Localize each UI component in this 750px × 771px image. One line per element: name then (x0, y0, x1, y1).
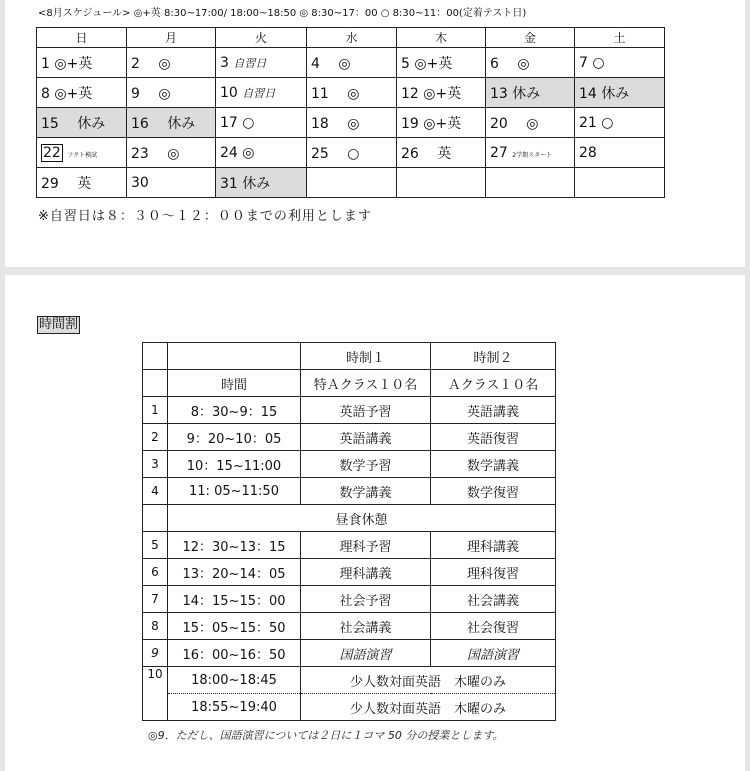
weekday-header: 木 (397, 28, 486, 48)
calendar-day-cell (486, 138, 575, 168)
day-status: ◎ (512, 115, 539, 132)
day-number: 18 (311, 115, 329, 132)
day-status: ◎ (333, 85, 360, 102)
day-status: 休み (512, 85, 541, 102)
weekday-header: 金 (486, 28, 575, 48)
period-number: 4 (143, 478, 168, 505)
time-header: 時間 (168, 370, 301, 397)
day-status: ◎+英 (423, 115, 462, 132)
system2-subject: 理科講義 (431, 532, 556, 559)
day-status: 英 (423, 145, 452, 162)
timetable-page (5, 275, 745, 771)
day-status: ◎ (503, 55, 530, 72)
calendar-day-cell (37, 78, 127, 108)
period-time: 16：00~16：50 (168, 640, 301, 667)
timetable-row (143, 397, 556, 424)
timetable-row-10a (143, 667, 556, 694)
timetable-row (143, 451, 556, 478)
period-time: 18:00~18:45 (168, 667, 301, 694)
system2-subject: 国語演習 (431, 640, 556, 667)
system2-subject: 数学復習 (431, 478, 556, 505)
day-status: ○ (242, 114, 255, 131)
self-study-note: ※自習日は８：３０～１２：００までの利用とします (38, 209, 372, 224)
day-number: 3 (220, 54, 229, 71)
day-number: 26 (401, 145, 419, 162)
calendar-day-cell (37, 168, 127, 198)
calendar-day-cell (127, 108, 216, 138)
day-status: ◎+英 (414, 55, 453, 72)
timetable-row (143, 424, 556, 451)
calendar-day-cell (575, 48, 665, 78)
day-status: 2学期スタート (512, 151, 553, 159)
day-number: 11 (311, 85, 329, 102)
system2-subject: 社会復習 (431, 613, 556, 640)
day-number: 30 (131, 174, 149, 191)
day-number: 7 (579, 54, 588, 71)
day-number: 29 (41, 175, 59, 192)
day-status: 休み (153, 115, 196, 132)
timetable-class-row (143, 370, 556, 397)
calendar-day-cell (307, 138, 397, 168)
class2-header: Ａクラス１０名 (431, 370, 556, 397)
period-time: 14：15~15：00 (168, 586, 301, 613)
period-number: 2 (143, 424, 168, 451)
day-number: 16 (131, 115, 149, 132)
period-time: 11: 05~11:50 (168, 478, 301, 505)
system1-subject: 理科講義 (301, 559, 431, 586)
calendar-day-cell (486, 108, 575, 138)
calendar-day-cell (397, 168, 486, 198)
timetable-row-10b (143, 694, 556, 721)
period-number: 10 (143, 667, 168, 721)
timetable-footnote: ◎9．ただし、国語演習については２日に１コマ 50 分の授業とします。 (148, 729, 504, 742)
calendar-day-cell (307, 108, 397, 138)
day-status: 英 (63, 175, 92, 192)
calendar-day-cell (307, 48, 397, 78)
day-status: ◎ (144, 55, 171, 72)
system1-header: 時制１ (301, 343, 431, 370)
day-status: ◎ (324, 55, 351, 72)
system1-subject: 理科予習 (301, 532, 431, 559)
system2-subject: 英語復習 (431, 424, 556, 451)
lunch-number-cell (143, 505, 168, 532)
system2-subject: 社会講義 (431, 586, 556, 613)
period-time: 8：30~9：15 (168, 397, 301, 424)
calendar-day-cell (397, 78, 486, 108)
day-number: 25 (311, 145, 329, 162)
calendar-day-cell (37, 108, 127, 138)
weekday-header: 水 (307, 28, 397, 48)
day-number: 12 (401, 85, 419, 102)
timetable-row (143, 532, 556, 559)
day-number: 14 (579, 85, 597, 102)
weekday-header: 土 (575, 28, 665, 48)
calendar-day-cell (216, 168, 307, 198)
calendar-day-cell (486, 78, 575, 108)
day-status: ◎+英 (54, 55, 93, 72)
period-time: 13：20~14：05 (168, 559, 301, 586)
day-number: 8 (41, 85, 50, 102)
period-number: 6 (143, 559, 168, 586)
calendar-day-cell (397, 138, 486, 168)
day-status: ○ (592, 54, 605, 71)
calendar-week-row (37, 168, 665, 198)
calendar-day-cell (307, 78, 397, 108)
calendar-week-row (37, 48, 665, 78)
period-time: 9：20~10：05 (168, 424, 301, 451)
weekday-header: 火 (216, 28, 307, 48)
day-number: 6 (490, 55, 499, 72)
calendar-day-cell (216, 138, 307, 168)
calendar-day-cell (575, 138, 665, 168)
schedule-legend: <8月スケジュール> ◎+英 8:30~17:00/ 18:00~18:50 ◎ 8:30~17：00 ○ 8:30~11：00(定着テスト日) (38, 8, 527, 19)
day-number: 5 (401, 55, 410, 72)
period-time: 12：30~13：15 (168, 532, 301, 559)
day-status: ◎ (242, 144, 255, 161)
calendar-day-cell (397, 48, 486, 78)
day-number: 27 (490, 144, 508, 161)
period-time: 15：05~15：50 (168, 613, 301, 640)
timetable-row (143, 478, 556, 505)
timetable-label: 時間割 (39, 317, 79, 332)
calendar-day-cell (575, 78, 665, 108)
calendar-day-cell (216, 48, 307, 78)
day-status: ◎+英 (54, 85, 93, 102)
system1-subject: 数学講義 (301, 478, 431, 505)
system1-subject: 英語講義 (301, 424, 431, 451)
day-number: 17 (220, 114, 238, 131)
day-number: 28 (579, 144, 597, 161)
timetable-system-row (143, 343, 556, 370)
calendar-week-row (37, 138, 665, 168)
lunch-break-row (143, 505, 556, 532)
timetable (142, 342, 556, 721)
day-number: 4 (311, 55, 320, 72)
system1-subject: 国語演習 (301, 640, 431, 667)
calendar-day-cell (397, 108, 486, 138)
day-number: 15 (41, 115, 59, 132)
august-calendar (36, 27, 665, 198)
day-status: 自習日 (233, 56, 267, 70)
day-number: 22 (43, 144, 61, 161)
calendar-day-cell (486, 48, 575, 78)
timetable-corner-2 (143, 370, 168, 397)
calendar-day-cell (127, 138, 216, 168)
period-number: 5 (143, 532, 168, 559)
timetable-row (143, 586, 556, 613)
calendar-day-cell (37, 48, 127, 78)
timetable-body (143, 397, 556, 667)
period-number: 7 (143, 586, 168, 613)
timetable-row (143, 559, 556, 586)
period-time: 18:55~19:40 (168, 694, 301, 721)
calendar-day-cell (575, 168, 665, 198)
day-number: 20 (490, 115, 508, 132)
calendar-body (37, 48, 665, 198)
calendar-day-cell (127, 168, 216, 198)
day-number: 21 (579, 114, 597, 131)
system1-subject: 数学予習 (301, 451, 431, 478)
period-number: 1 (143, 397, 168, 424)
system1-subject: 社会講義 (301, 613, 431, 640)
calendar-day-cell (127, 48, 216, 78)
day-status: 休み (601, 85, 630, 102)
calendar-day-cell (575, 108, 665, 138)
calendar-day-cell (216, 108, 307, 138)
period-english-small: 少人数対面英語 木曜のみ (301, 694, 556, 721)
day-status: ○ (601, 114, 614, 131)
day-number: 19 (401, 115, 419, 132)
timetable-corner (143, 343, 168, 370)
class1-header: 特Ａクラス１０名 (301, 370, 431, 397)
day-number: 1 (41, 55, 50, 72)
day-status: 休み (242, 175, 271, 192)
system2-subject: 英語講義 (431, 397, 556, 424)
system2-subject: 数学講義 (431, 451, 556, 478)
period-number: 9 (143, 640, 168, 667)
calendar-week-row (37, 108, 665, 138)
period-number: 3 (143, 451, 168, 478)
system1-subject: 社会予習 (301, 586, 431, 613)
day-number: 13 (490, 85, 508, 102)
timetable-blank-header (168, 343, 301, 370)
day-number: 31 (220, 175, 238, 192)
day-status: ○ (333, 145, 360, 162)
weekday-header: 月 (127, 28, 216, 48)
day-number: 2 (131, 55, 140, 72)
system2-header: 時制２ (431, 343, 556, 370)
day-number: 24 (220, 144, 238, 161)
day-status: フクト模試 (67, 151, 98, 159)
period-time: 10：15~11:00 (168, 451, 301, 478)
timetable-row (143, 613, 556, 640)
lunch-break: 昼食休憩 (168, 505, 556, 532)
weekday-header: 日 (37, 28, 127, 48)
calendar-day-cell (37, 138, 127, 168)
calendar-day-cell (307, 168, 397, 198)
calendar-day-cell (216, 78, 307, 108)
day-number: 9 (131, 85, 140, 102)
day-number: 23 (131, 145, 149, 162)
day-status: ◎ (144, 85, 171, 102)
day-status: ◎+英 (423, 85, 462, 102)
calendar-week-row (37, 78, 665, 108)
system1-subject: 英語予習 (301, 397, 431, 424)
period-english-small: 少人数対面英語 木曜のみ (301, 667, 556, 694)
calendar-weekday-row (37, 28, 665, 48)
day-status: 休み (63, 115, 106, 132)
day-status: ◎ (333, 115, 360, 132)
calendar-day-cell (486, 168, 575, 198)
day-number: 10 (220, 84, 238, 101)
timetable-row (143, 640, 556, 667)
calendar-day-cell (127, 78, 216, 108)
schedule-page (5, 0, 745, 267)
system2-subject: 理科復習 (431, 559, 556, 586)
day-status: 自習日 (242, 86, 276, 100)
period-number: 8 (143, 613, 168, 640)
day-status: ◎ (153, 145, 180, 162)
